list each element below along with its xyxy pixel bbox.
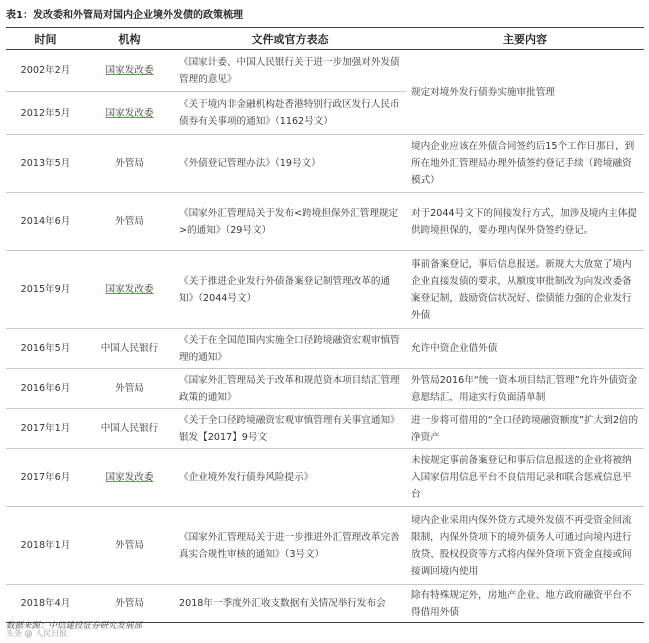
watermark-text: 头条 @ 人民日报 [6, 629, 68, 638]
agency-cell: 外管局 [85, 193, 174, 251]
content-cell: 规定对境外发行债券实施审批管理 [406, 50, 644, 135]
agency-cell: 外管局 [85, 585, 174, 623]
agency-cell: 国家发改委 [85, 449, 174, 507]
time-cell: 2012年5月 [6, 92, 85, 135]
data-source-note: 数据来源：中信建投证券研究发展部 [6, 621, 143, 631]
document-cell: 《关于在全国范围内实施全口径跨境融资宏观审慎管理的通知》 [174, 329, 406, 369]
document-cell: 《国家外汇管理局关于进一步推进外汇管理改革完善真实合规性审核的通知》（3号文） [174, 507, 406, 585]
time-cell: 2017年6月 [6, 449, 85, 507]
agency-cell: 中国人民银行 [85, 409, 174, 449]
time-cell: 2018年4月 [6, 585, 85, 623]
time-cell: 2002年2月 [6, 50, 85, 92]
table-row [6, 50, 644, 92]
document-cell: 《国家计委、中国人民银行关于进一步加强对外发债管理的意见》 [174, 50, 406, 92]
table-row [6, 193, 644, 251]
agency-cell: 外管局 [85, 135, 174, 193]
header-agency: 机构 [85, 28, 174, 50]
table-row [6, 135, 644, 193]
header-document: 文件或官方表态 [174, 28, 406, 50]
content-cell: 境内企业采用内保外贷方式境外发债不再受资金回流限制，内保外贷项下的境外债务人可通过向境内进行放贷、股权投资等方式将内保外贷项下资金直接或间接调回境内使用 [406, 507, 644, 585]
document-cell: 《关于推进企业发行外债备案登记制管理改革的通知》（2044号文） [174, 251, 406, 329]
document-cell: 《外债登记管理办法》（19号文） [174, 135, 406, 193]
table-row [6, 449, 644, 507]
time-cell: 2017年1月 [6, 409, 85, 449]
table-row [6, 329, 644, 369]
document-cell: 《企业境外发行债券风险提示》 [174, 449, 406, 507]
table-row [6, 251, 644, 329]
header-time: 时间 [6, 28, 85, 50]
content-cell: 未按规定事前备案登记和事后信息报送的企业将被纳入国家信用信息平台不良信用记录和联合惩戒信息平台 [406, 449, 644, 507]
time-cell: 2013年5月 [6, 135, 85, 193]
agency-cell: 中国人民银行 [85, 329, 174, 369]
table-title: 表1：发改委和外管局对国内企业境外发债的政策梳理 [6, 10, 243, 21]
content-cell: 境内企业应该在外债合同签约后15个工作日那日，到所在地外汇管理局办理外债签约登记手续（跨境融资模式） [406, 135, 644, 193]
content-cell: 外管局2016年“统一资本项目结汇管理”允许外债资金意愿结汇，用途实行负面清单制 [406, 369, 644, 409]
time-cell: 2015年9月 [6, 251, 85, 329]
agency-cell: 外管局 [85, 369, 174, 409]
content-cell: 进一步将可借用的“全口径跨境融资额度”扩大到2倍的净资产 [406, 409, 644, 449]
document-cell: 《关于全口径跨境融资宏观审慎管理有关事宜通知》银发【2017】9号文 [174, 409, 406, 449]
agency-cell: 国家发改委 [85, 92, 174, 135]
agency-cell: 国家发改委 [85, 251, 174, 329]
table-row [6, 409, 644, 449]
table-row [6, 585, 644, 623]
agency-cell: 外管局 [85, 507, 174, 585]
time-cell: 2014年6月 [6, 193, 85, 251]
content-cell: 事前备案登记，事后信息报送。新规大大放宽了境内企业直接发债的要求，从额度审批制改为向发改委备案登记制，鼓励资信状况好、偿债能力强的企业发行外债 [406, 251, 644, 329]
agency-cell: 国家发改委 [85, 50, 174, 92]
document-cell: 《国家外汇管理局关于改革和规范资本项目结汇管理政策的通知》 [174, 369, 406, 409]
time-cell: 2018年1月 [6, 507, 85, 585]
content-cell: 对于2044号文下的间接发行方式，加涉及境内主体提供跨境担保的，要办理内保外贷签约登记。 [406, 193, 644, 251]
time-cell: 2016年5月 [6, 329, 85, 369]
document-cell: 《国家外汇管理局关于发布<跨境担保外汇管理规定>的通知》（29号文） [174, 193, 406, 251]
header-content: 主要内容 [406, 28, 644, 50]
document-cell: 《关于境内非金融机构赴香港特别行政区发行人民币债券有关事项的通知》（1162号文） [174, 92, 406, 135]
policy-table [6, 27, 644, 623]
content-cell: 除有特殊规定外，房地产企业、地方政府融资平台不得借用外债 [406, 585, 644, 623]
header-row [6, 28, 644, 50]
document-cell: 2018年一季度外汇收支数据有关情况举行发布会 [174, 585, 406, 623]
table-row [6, 369, 644, 409]
table-row [6, 507, 644, 585]
time-cell: 2016年6月 [6, 369, 85, 409]
content-cell: 允许中资企业借外债 [406, 329, 644, 369]
